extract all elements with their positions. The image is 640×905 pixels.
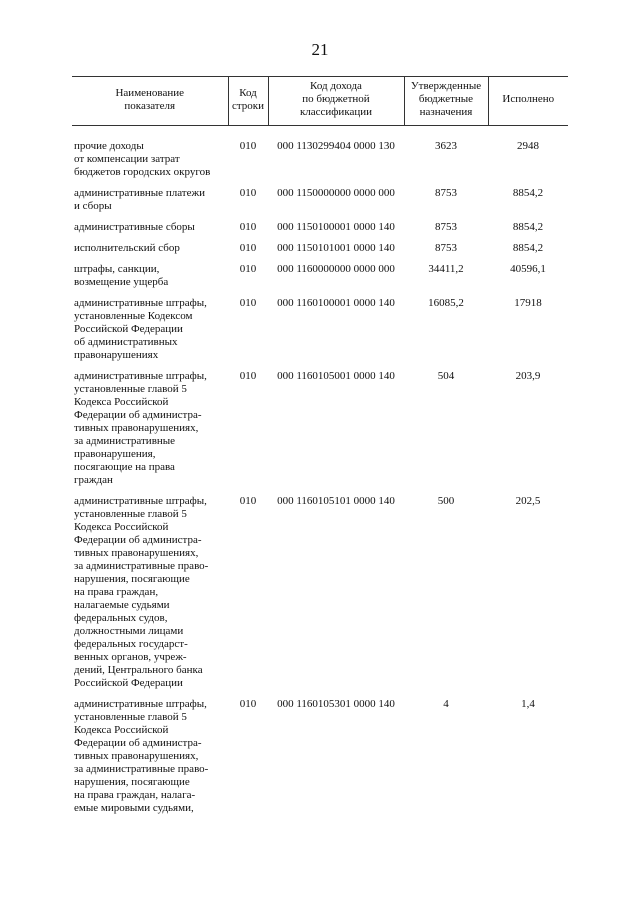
row-code: 010 xyxy=(239,495,257,507)
table-row xyxy=(72,183,568,217)
row-name: административные штрафы, установленные главой 5 Кодекса Российской Федерации об администра- тивных правонарушениях, за административные право- нарушения, посягающие на права граждан, налага- емые мировыми судьями, xyxy=(74,698,209,814)
row-name: административные штрафы, установленные главой 5 Кодекса Российской Федерации об администра- тивных правонарушениях, за административные правонарушения, посягающие на права граждан xyxy=(74,370,207,486)
row-kbk: 000 1150101001 0000 140 xyxy=(277,242,395,254)
row-code: 010 xyxy=(239,221,257,233)
row-kbk: 000 1160105001 0000 140 xyxy=(277,370,395,382)
table-row xyxy=(72,694,568,819)
header-done: Исполнено xyxy=(488,77,568,126)
header-name: Наименование показателя xyxy=(72,77,228,126)
row-plan: 4 xyxy=(443,698,449,710)
budget-table xyxy=(72,76,568,819)
table-header-row xyxy=(72,77,568,126)
row-code: 010 xyxy=(239,242,257,254)
row-done: 203,9 xyxy=(515,370,541,382)
row-kbk: 000 1160105101 0000 140 xyxy=(277,495,395,507)
row-done: 2948 xyxy=(517,140,539,152)
row-done: 8854,2 xyxy=(512,242,544,254)
row-name: административные сборы xyxy=(74,221,195,233)
row-done: 1,4 xyxy=(521,698,535,710)
row-done: 17918 xyxy=(514,297,542,309)
row-code: 010 xyxy=(239,187,257,199)
table-row xyxy=(72,238,568,259)
header-kbk: Код дохода по бюджетной классификации xyxy=(268,77,404,126)
row-plan: 8753 xyxy=(435,187,457,199)
row-name: административные платежи и сборы xyxy=(74,187,205,212)
row-done: 8854,2 xyxy=(512,221,544,233)
row-plan: 16085,2 xyxy=(428,297,464,309)
row-name: административные штрафы, установленные главой 5 Кодекса Российской Федерации об администра- тивных правонарушениях, за административные право- нарушения, посягающие на права граждан, налагаемые судьями федеральных судов, должностными лицами федеральных государст- венных органов, учреж- дений, Центрального банка Российской Федерации xyxy=(74,495,209,689)
table-row xyxy=(72,217,568,238)
row-plan: 500 xyxy=(437,495,455,507)
row-done: 8854,2 xyxy=(512,187,544,199)
table-row xyxy=(72,366,568,491)
row-plan: 8753 xyxy=(435,221,457,233)
row-kbk: 000 1160105301 0000 140 xyxy=(277,698,395,710)
row-code: 010 xyxy=(239,297,257,309)
row-name: исполнительский сбор xyxy=(74,242,180,254)
table-row xyxy=(72,293,568,366)
row-kbk: 000 1160000000 0000 000 xyxy=(277,263,395,275)
row-plan: 34411,2 xyxy=(428,263,464,275)
header-plan: Утвержденные бюджетные назначения xyxy=(404,77,488,126)
row-kbk: 000 1130299404 0000 130 xyxy=(277,140,395,152)
header-code: Код строки xyxy=(228,77,268,126)
row-kbk: 000 1160100001 0000 140 xyxy=(277,297,395,309)
table-row xyxy=(72,491,568,694)
row-code: 010 xyxy=(239,140,257,152)
table-row xyxy=(72,126,568,184)
row-name: прочие доходы от компенсации затрат бюджетов городских округов xyxy=(74,140,211,178)
row-code: 010 xyxy=(239,370,257,382)
row-code: 010 xyxy=(239,263,257,275)
row-plan: 504 xyxy=(437,370,455,382)
row-done: 40596,1 xyxy=(510,263,546,275)
row-done: 202,5 xyxy=(515,495,541,507)
row-plan: 8753 xyxy=(435,242,457,254)
row-kbk: 000 1150000000 0000 000 xyxy=(277,187,395,199)
row-name: штрафы, санкции, возмещение ущерба xyxy=(74,263,169,288)
row-name: административные штрафы, установленные Кодексом Российской Федерации об административных правонарушениях xyxy=(74,297,207,361)
page-number: 21 xyxy=(311,40,329,59)
row-plan: 3623 xyxy=(435,140,457,152)
table-row xyxy=(72,259,568,293)
row-kbk: 000 1150100001 0000 140 xyxy=(277,221,395,233)
row-code: 010 xyxy=(239,698,257,710)
